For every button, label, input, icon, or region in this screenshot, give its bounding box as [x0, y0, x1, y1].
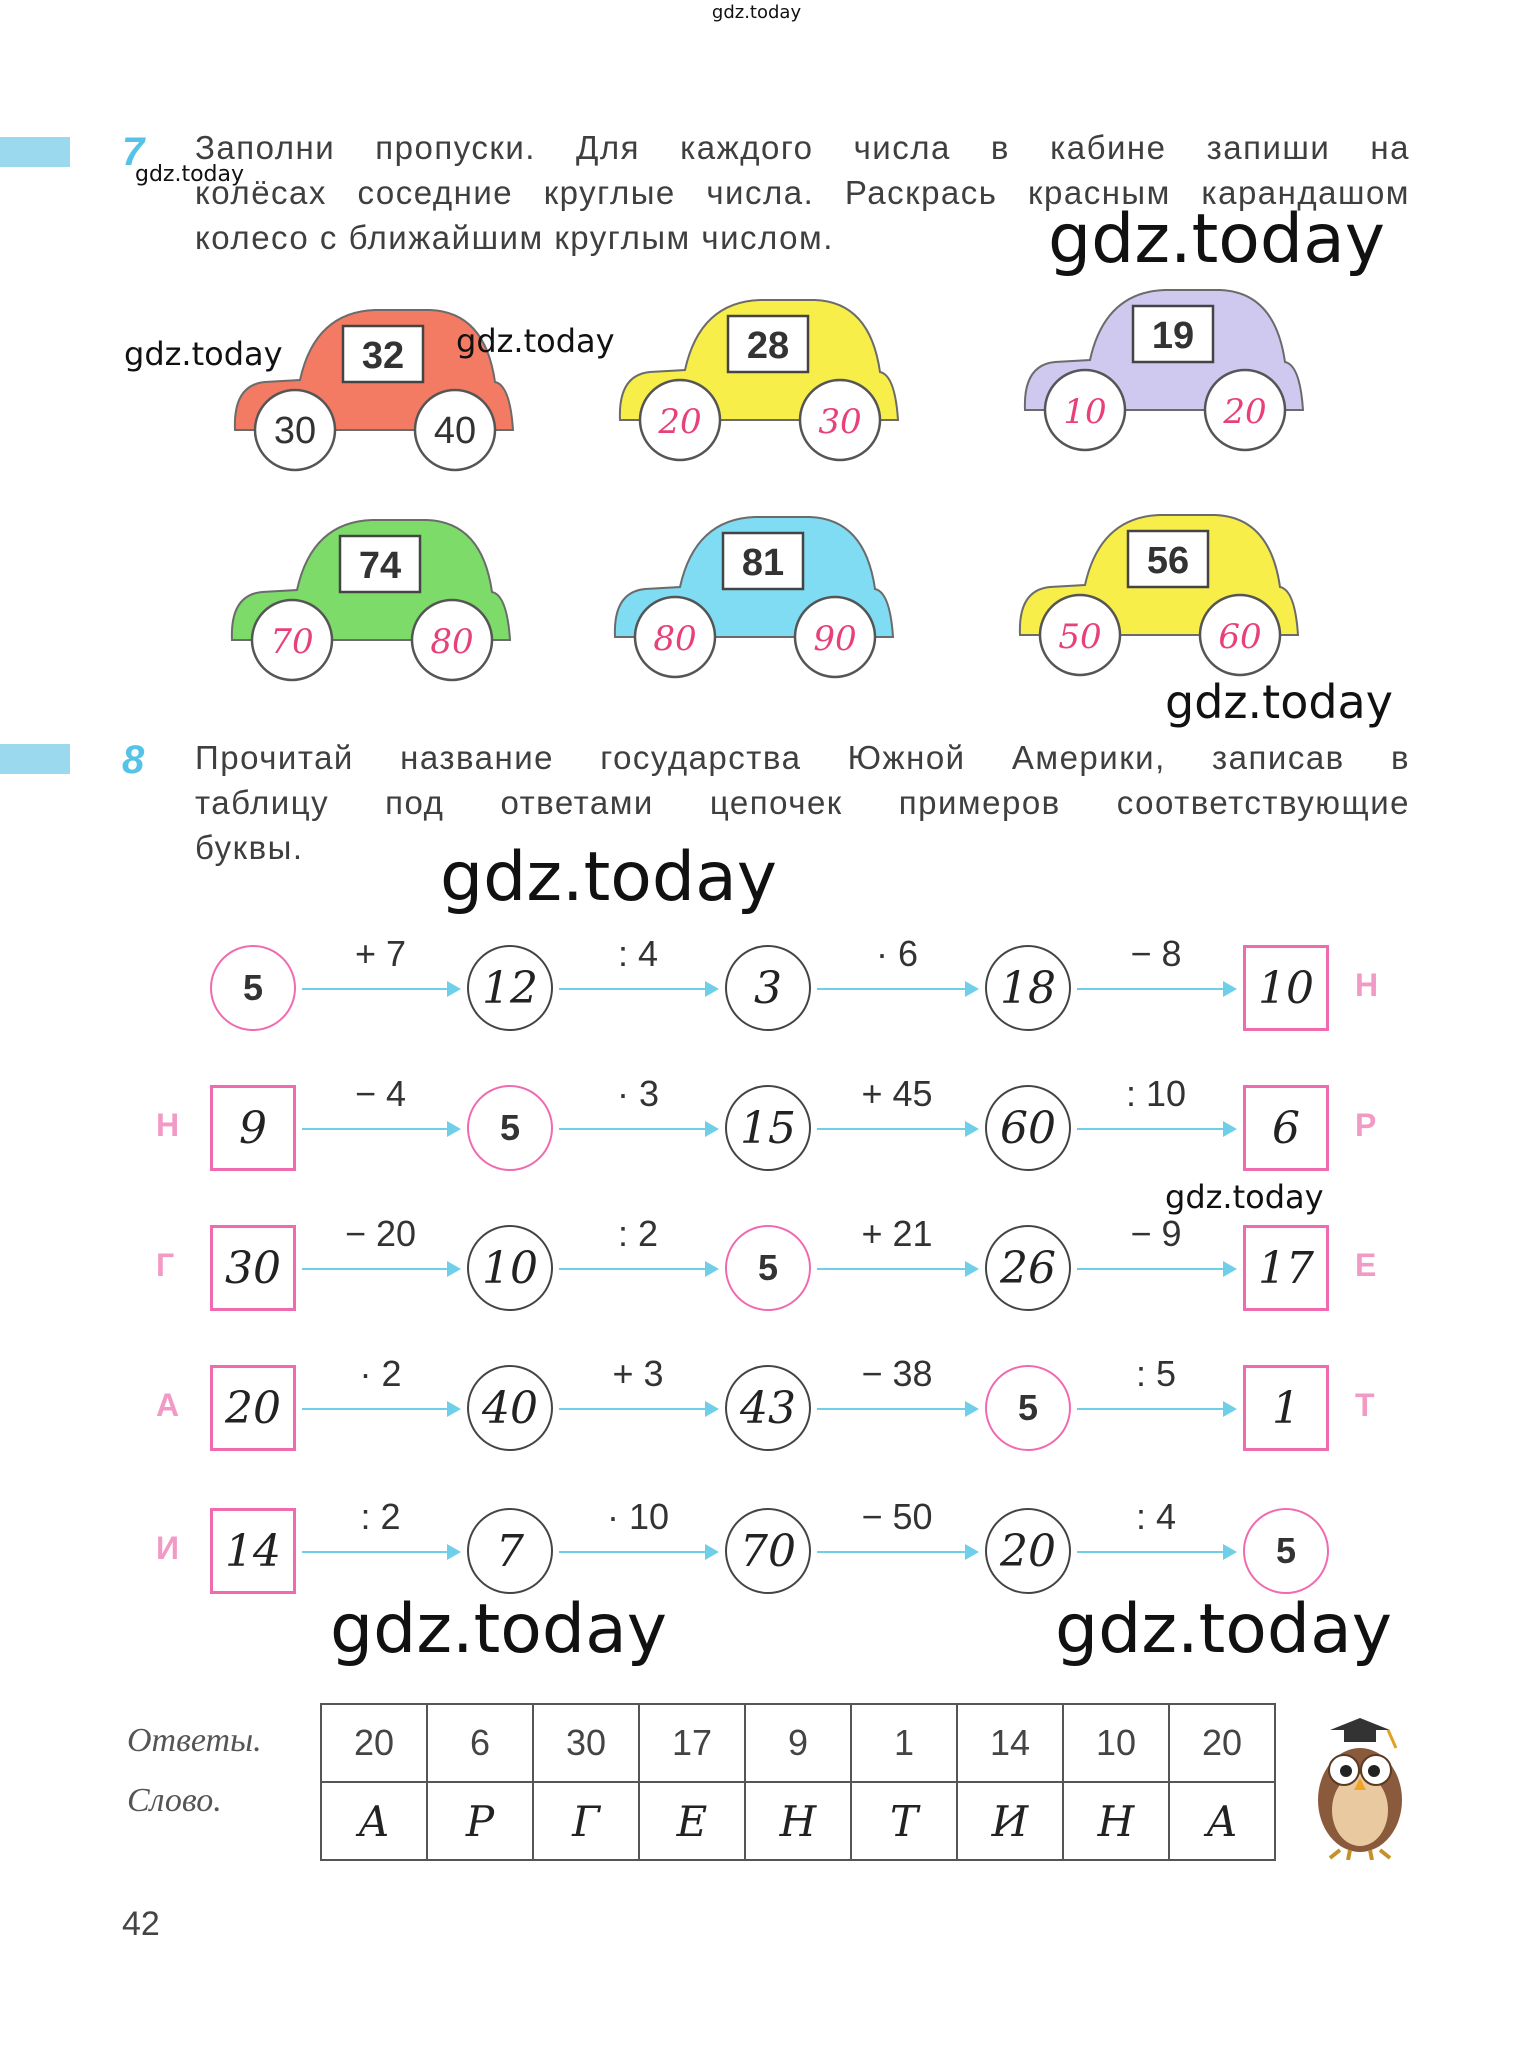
chain-arrow — [559, 1128, 717, 1130]
car-wheel-right-number: 30 — [818, 402, 862, 442]
answer-cell: 30 — [533, 1704, 639, 1782]
chain-operation: · 10 — [606, 1496, 670, 1537]
task8-side-tab — [0, 744, 70, 774]
chain-operation: + 21 — [861, 1213, 933, 1254]
chain-value: 20 — [1000, 1525, 1056, 1577]
answer-cell: 17 — [639, 1704, 745, 1782]
word-letter-cell: И — [957, 1782, 1063, 1860]
chain-value: 40 — [482, 1382, 538, 1434]
chain-circle — [725, 1508, 811, 1594]
word-letter-cell: Т — [851, 1782, 957, 1860]
watermark: gdz.today — [440, 838, 777, 917]
car-wheel-right-number: 60 — [1218, 617, 1262, 657]
chain-value: 7 — [496, 1525, 524, 1577]
car-wheel-left-number: 80 — [653, 619, 697, 659]
chain-value: 5 — [1017, 1387, 1039, 1428]
chain-arrow — [559, 1551, 717, 1553]
chain-circle — [725, 1225, 811, 1311]
watermark: gdz.today — [330, 1590, 667, 1669]
car-wheel-left-number: 70 — [270, 622, 314, 662]
car-plate-number: 81 — [741, 542, 785, 584]
watermark: gdz.today — [124, 335, 283, 373]
task7-number: 7 — [122, 130, 145, 174]
chain-operation: : 2 — [617, 1213, 659, 1254]
word-letter-cell: А — [321, 1782, 427, 1860]
chain-circle — [467, 1085, 553, 1171]
chain-operation: : 4 — [617, 933, 659, 974]
chain-operation: − 20 — [344, 1213, 417, 1254]
chain-circle — [985, 1365, 1071, 1451]
chain-operation: : 10 — [1125, 1073, 1187, 1114]
car-wheel-right-number: 80 — [430, 622, 474, 662]
chain-value: 6 — [1272, 1102, 1300, 1154]
chain-operation: − 38 — [861, 1353, 933, 1394]
chain-value: 14 — [225, 1525, 281, 1577]
chain-end-letter: Н — [1355, 967, 1379, 1003]
chain-circle — [985, 945, 1071, 1031]
task7-side-tab — [0, 137, 70, 167]
chain-arrow — [302, 988, 459, 990]
chain-circle — [985, 1508, 1071, 1594]
chain-operation: · 2 — [359, 1353, 402, 1394]
chain-square — [210, 1085, 296, 1171]
owl-mascot-icon — [1300, 1700, 1420, 1860]
car-wheel-right-number: 90 — [813, 619, 857, 659]
chain-arrow — [1077, 988, 1235, 990]
car-plate-number: 28 — [746, 325, 790, 367]
task8-number: 8 — [122, 738, 145, 782]
chain-circle — [210, 945, 296, 1031]
chain-arrow — [302, 1128, 459, 1130]
chain-arrow — [302, 1268, 459, 1270]
chain-value: 15 — [740, 1102, 796, 1154]
answer-cell: 14 — [957, 1704, 1063, 1782]
chain-square — [1243, 945, 1329, 1031]
chain-operation: : 5 — [1135, 1353, 1177, 1394]
chain-value: 30 — [225, 1242, 281, 1294]
chain-square — [1243, 1365, 1329, 1451]
answers-label: Ответы. — [127, 1722, 262, 1759]
chain-start-letter: Г — [156, 1247, 175, 1283]
task7-line-3: колесо с ближайшим круглым числом. — [195, 219, 834, 256]
chain-arrow — [302, 1551, 459, 1553]
chain-operation: + 3 — [612, 1353, 664, 1394]
chain-operation: · 6 — [875, 933, 918, 974]
chain-value: 20 — [225, 1382, 281, 1434]
chain-value: 70 — [740, 1525, 796, 1577]
word-letter-cell: Г — [533, 1782, 639, 1860]
answer-cell: 1 — [851, 1704, 957, 1782]
chain-arrow — [817, 988, 977, 990]
chain-square — [1243, 1085, 1329, 1171]
chain-operation: − 50 — [861, 1496, 933, 1537]
word-letter-cell: Н — [745, 1782, 851, 1860]
watermark: gdz.today — [1165, 675, 1393, 729]
chain-value: 43 — [740, 1382, 796, 1434]
task8-line-1: Прочитай название государства Южной Америки, записав в — [195, 739, 1410, 776]
car-wheel-left-number: 10 — [1063, 392, 1107, 432]
chain-arrow — [1077, 1268, 1235, 1270]
chain-arrow — [559, 988, 717, 990]
chain-circle — [985, 1085, 1071, 1171]
word-label: Слово. — [127, 1782, 222, 1819]
chain-value: 17 — [1258, 1242, 1314, 1294]
chain-value: 18 — [1000, 962, 1056, 1014]
chain-value: 5 — [242, 967, 264, 1008]
chain-end-letter: Р — [1355, 1107, 1377, 1143]
chain-operation: + 7 — [354, 933, 407, 974]
task8-line-2: таблицу под ответами цепочек примеров соответствующие — [195, 784, 1410, 821]
answer-cell: 6 — [427, 1704, 533, 1782]
car-plate-number: 32 — [361, 335, 405, 377]
chain-circle — [467, 1365, 553, 1451]
watermark: gdz.today — [1048, 200, 1385, 279]
word-letter-cell: Н — [1063, 1782, 1169, 1860]
chain-arrow — [559, 1268, 717, 1270]
watermark: gdz.today — [1165, 1178, 1324, 1216]
chain-operation: : 4 — [1135, 1496, 1177, 1537]
chain-operation: : 2 — [360, 1496, 401, 1537]
car — [605, 497, 905, 697]
word-letter-cell: Е — [639, 1782, 745, 1860]
chain-value: 5 — [757, 1247, 779, 1288]
word-row — [321, 1782, 1275, 1860]
chain-operation: + 45 — [861, 1073, 933, 1114]
chain-operation: − 9 — [1130, 1213, 1182, 1254]
car-wheel-right-number: 40 — [433, 410, 477, 452]
chain-value: 10 — [1258, 962, 1314, 1014]
car — [1010, 495, 1310, 695]
header-watermark: gdz.today — [711, 2, 802, 23]
chain-end-letter: Т — [1355, 1387, 1375, 1423]
chain-arrow — [817, 1268, 977, 1270]
word-letter-cell: Р — [427, 1782, 533, 1860]
watermark: gdz.today — [135, 162, 245, 187]
car — [1015, 270, 1315, 470]
chain-arrow — [817, 1128, 977, 1130]
chain-circle — [725, 1365, 811, 1451]
chain-arrow — [1077, 1128, 1235, 1130]
chain-start-letter: И — [156, 1530, 179, 1566]
chain-circle — [467, 1508, 553, 1594]
answer-cell: 20 — [321, 1704, 427, 1782]
car-plate-number: 74 — [358, 545, 402, 587]
chain-value: 9 — [239, 1102, 267, 1154]
chain-arrow — [817, 1408, 977, 1410]
chain-circle — [725, 945, 811, 1031]
chain-end-letter: Е — [1355, 1247, 1377, 1283]
chain-start-letter: А — [156, 1387, 180, 1423]
chain-operation: · 3 — [616, 1073, 659, 1114]
car-wheel-left-number: 20 — [658, 402, 702, 442]
task7-line-2: колёсах соседние круглые числа. Раскрась красным карандашом — [195, 174, 1410, 211]
chain-arrow — [1077, 1408, 1235, 1410]
chain-value: 10 — [482, 1242, 538, 1294]
chain-arrow — [817, 1551, 977, 1553]
chain-circle — [985, 1225, 1071, 1311]
task8-line-3: буквы. — [195, 829, 304, 866]
answers-row — [321, 1704, 1275, 1782]
chain-value: 60 — [1000, 1102, 1056, 1154]
car-wheel-left-number: 30 — [273, 410, 317, 452]
chain-arrow — [559, 1408, 717, 1410]
word-letter-cell: А — [1169, 1782, 1275, 1860]
chain-value: 3 — [754, 962, 782, 1014]
car-wheel-right-number: 20 — [1223, 392, 1267, 432]
chain-value: 1 — [1272, 1382, 1300, 1434]
chain-square — [1243, 1225, 1329, 1311]
page-number: 42 — [122, 1905, 160, 1943]
answer-cell: 20 — [1169, 1704, 1275, 1782]
chain-value: 5 — [499, 1107, 521, 1148]
chain-square — [210, 1225, 296, 1311]
car-wheel-left-number: 50 — [1058, 617, 1102, 657]
car — [222, 500, 522, 700]
chain-square — [210, 1365, 296, 1451]
chain-circle — [1243, 1508, 1329, 1594]
chain-circle — [725, 1085, 811, 1171]
task7-line-1: Заполни пропуски. Для каждого числа в кабине запиши на — [195, 129, 1410, 166]
chain-value: 12 — [482, 962, 538, 1014]
chain-circle — [467, 945, 553, 1031]
chain-circle — [467, 1225, 553, 1311]
car — [610, 280, 910, 480]
watermark: gdz.today — [1055, 1590, 1392, 1669]
chain-start-letter: Н — [156, 1107, 180, 1143]
task8-text — [195, 735, 1410, 870]
car — [225, 290, 525, 490]
chain-arrow — [302, 1408, 459, 1410]
chain-arrow — [1077, 1551, 1235, 1553]
chain-value: 5 — [1275, 1530, 1297, 1571]
answer-cell: 10 — [1063, 1704, 1169, 1782]
chain-square — [210, 1508, 296, 1594]
chain-operation: − 4 — [354, 1073, 407, 1114]
chain-operation: − 8 — [1130, 933, 1182, 974]
car-plate-number: 56 — [1146, 540, 1190, 582]
watermark: gdz.today — [456, 322, 615, 360]
car-plate-number: 19 — [1151, 315, 1195, 357]
answers-table — [320, 1703, 1276, 1861]
answer-cell: 9 — [745, 1704, 851, 1782]
chain-value: 26 — [1000, 1242, 1056, 1294]
